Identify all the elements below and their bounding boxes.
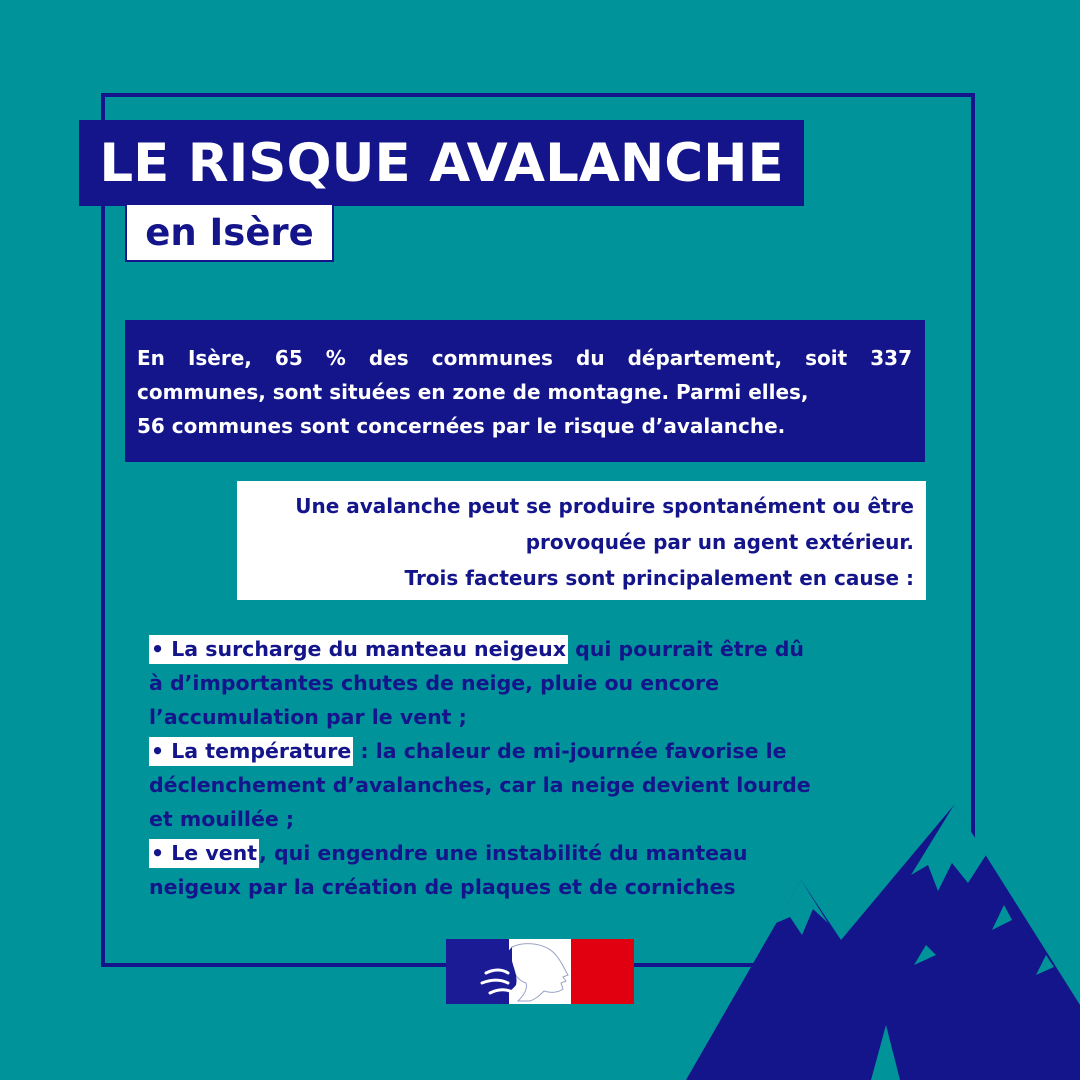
factor-line (149, 734, 869, 768)
factor-highlight: • Le vent (149, 839, 259, 868)
causes-text-line: Une avalanche peut se produire spontanément ou être (295, 494, 914, 518)
factor-line: neigeux par la création de plaques et de corniches (149, 875, 736, 899)
causes-text-line: provoquée par un agent extérieur. (525, 530, 914, 554)
factor-line: à d’importantes chutes de neige, pluie ou encore (149, 671, 720, 695)
mountains-illustration (686, 805, 1080, 1080)
factor-text: : la chaleur de mi-journée favorise le (353, 739, 787, 763)
page-title: LE RISQUE AVALANCHE (99, 132, 784, 194)
factor-line: et mouillée ; (149, 807, 295, 831)
page-subtitle: en Isère (145, 211, 314, 254)
factor-line: l’accumulation par le vent ; (149, 705, 467, 729)
factor-line (149, 632, 869, 666)
factor-text: , qui engendre une instabilité du manteau (259, 841, 748, 865)
marianne-flag-logo (446, 939, 634, 1004)
factor-text: qui pourrait être dû (567, 637, 805, 661)
factor-highlight: • La température (149, 737, 353, 766)
factor-line: déclenchement d’avalanches, car la neige devient lourde (149, 773, 811, 797)
title-banner (79, 120, 804, 206)
intro-panel (125, 320, 925, 462)
causes-panel (237, 481, 926, 600)
factor-highlight: • La surcharge du manteau neigeux (149, 635, 568, 664)
marianne-profile-icon (446, 939, 634, 1004)
intro-text-line: 56 communes sont concernées par le risque d’avalanche. (137, 414, 786, 438)
subtitle-banner (125, 203, 334, 262)
intro-text-line: communes, sont situées en zone de montagne. Parmi elles, (137, 380, 809, 404)
intro-text-line: En Isère, 65 % des communes du département, soit 337 (137, 346, 912, 370)
causes-text-line: Trois facteurs sont principalement en cause : (404, 566, 914, 590)
